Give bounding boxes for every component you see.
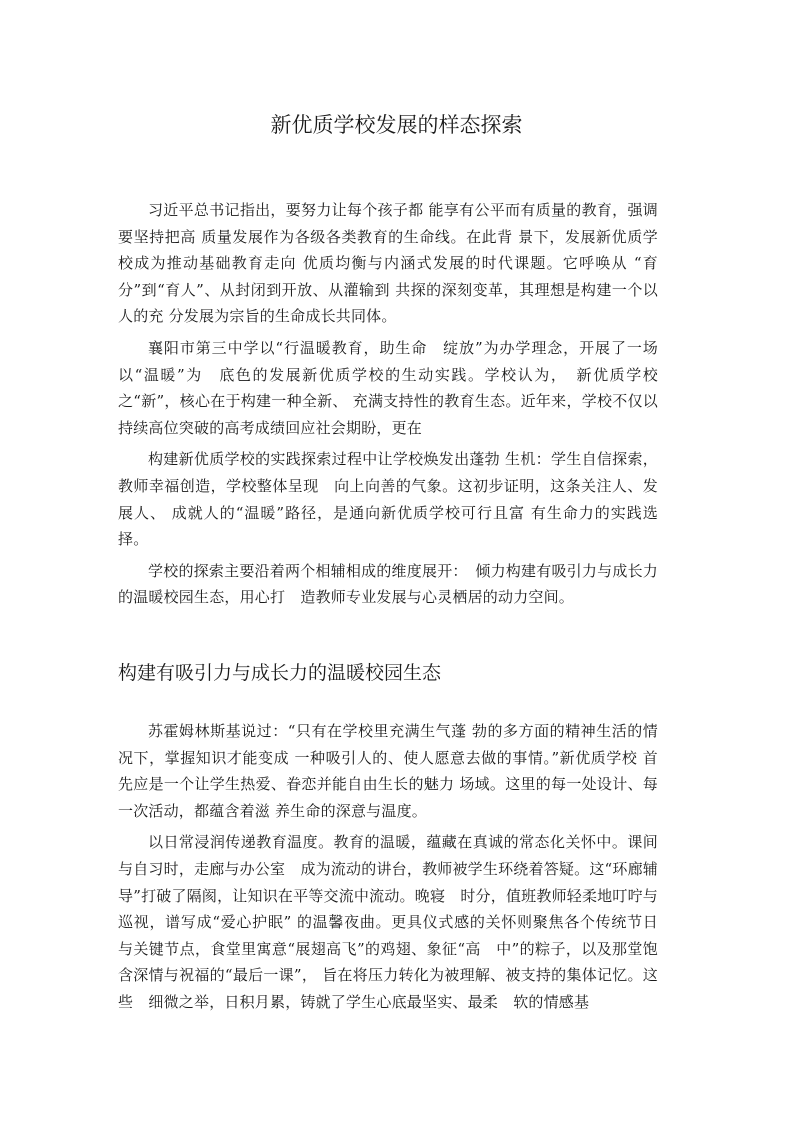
section1-paragraph-1: 苏霍姆林斯基说过：“只有在学校里充满生气蓬 勃的多方面的精神生活的情况下，掌握知识才能变成 一种吸引人的、使人愿意去做的事情。”新优质学校 首先应是一个让学生热爱、眷恋并能自由生长的魅力 场域。这里的每一处设计、每一次活动，都蕴含着滋 养生命的深意与温度。 [118,722,658,820]
document-title: 新优质学校发展的样态探索 [270,113,523,137]
section1-body [118,718,674,1021]
intro-paragraph-4: 学校的探索主要沿着两个相辅相成的维度展开： 倾力构建有吸引力与成长力的温暖校园生态，用心打 造教师专业发展与心灵栖居的动力空间。 [118,561,658,607]
section-heading: 构建有吸引力与成长力的温暖校园生态 [118,662,442,684]
intro-section [118,197,658,616]
intro-paragraph-1: 习近平总书记指出，要努力让每个孩子都 能享有公平而有质量的教育，强调要坚持把高 质量发展作为各级各类教育的生命线。在此背 景下，发展新优质学校成为推动基础教育走向 优质均衡与内涵式发展的时代课题。它呼唤从 “育分”到“育人”、从封闭到开放、从灌输到 共探的深刻变革，其理想是构建一个以人的充 分发展为宗旨的生命成长共同体。 [118,201,658,326]
intro-paragraph-3: 构建新优质学校的实践探索过程中让学校焕发出蓬勃 生机：学生自信探索，教师幸福创造，学校整体呈现 向上向善的气象。这初步证明，这条关注人、发展人、 成就人的“温暖”路径，是通向新优质学校可行且富 有生命力的实践选择。 [118,450,658,549]
section1-paragraph-2: 以日常浸润传递教育温度。教育的温暖，蕴藏在真诚的常态化关怀中。课间与自习时，走廊与办公室 成为流动的讲台，教师被学生环绕着答疑。这“环廊辅导”打破了隔阂，让知识在平等交流中流动。晚寝 时分，值班教师轻柔地叮咛与巡视，谱写成“爱心护眠” 的温馨夜曲。更具仪式感的关怀则聚焦各个传统节日 与关键节点，食堂里寓意“展翅高飞”的鸡翅、象征“高 中”的粽子，以及那堂饱含深情与祝福的“最后一课”， 旨在将压力转化为被理解、被支持的集体记忆。这些 细微之举，日积月累，铸就了学生心底最坚实、最柔 软的情感基 [118,833,674,1011]
intro-paragraph-2: 襄阳市第三中学以“行温暖教育，助生命 绽放”为办学理念，开展了一场以“温暖”为 底色的发展新优质学校的生动实践。学校认为， 新优质学校之“新”，核心在于构建一种全新、 充满支持性的教育生态。近年来，学校不仅以 持续高位突破的高考成绩回应社会期盼，更在 [118,338,658,437]
